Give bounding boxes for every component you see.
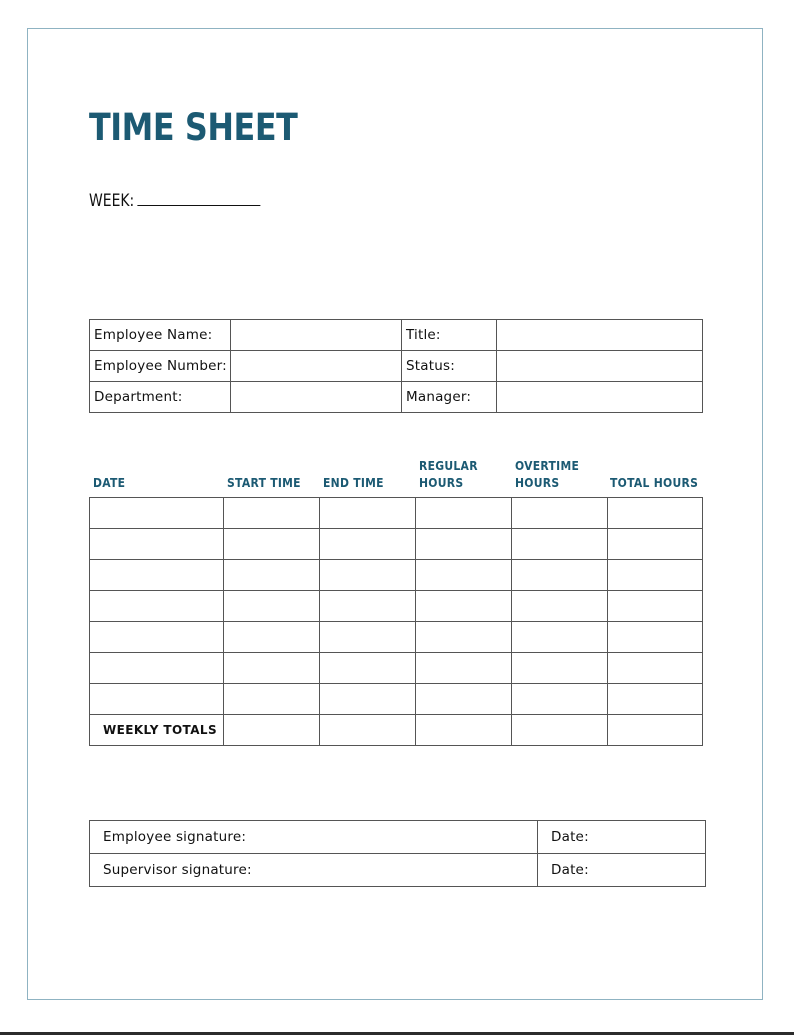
header-date: DATE [93, 476, 126, 490]
employee-name-label: Employee Name: [90, 320, 231, 351]
table-row [90, 622, 703, 653]
date-cell[interactable] [90, 498, 224, 529]
start-time-cell[interactable] [224, 653, 320, 684]
end-time-cell[interactable] [320, 529, 416, 560]
title-field[interactable] [497, 320, 703, 351]
start-time-cell[interactable] [224, 560, 320, 591]
end-time-cell[interactable] [320, 622, 416, 653]
date-cell[interactable] [90, 591, 224, 622]
table-row [90, 854, 706, 887]
total-hours-cell[interactable] [608, 560, 703, 591]
total-regular-hours-cell[interactable] [416, 715, 512, 746]
date-cell[interactable] [90, 653, 224, 684]
table-row [90, 684, 703, 715]
header-regular-hours: REGULAR HOURS [419, 459, 478, 490]
weekly-totals-label: WEEKLY TOTALS [90, 715, 224, 746]
end-time-cell[interactable] [320, 684, 416, 715]
overtime-hours-cell[interactable] [512, 591, 608, 622]
table-row [90, 821, 706, 854]
employee-date-field[interactable]: Date: [538, 821, 706, 854]
table-row [90, 560, 703, 591]
header-start-time: START TIME [227, 476, 301, 490]
regular-hours-cell[interactable] [416, 560, 512, 591]
table-row [90, 320, 703, 351]
employee-signature-field[interactable]: Employee signature: [90, 821, 538, 854]
table-row [90, 382, 703, 413]
table-row [90, 591, 703, 622]
week-label: WEEK: [89, 191, 135, 211]
total-overtime-hours-cell[interactable] [512, 715, 608, 746]
total-hours-cell[interactable] [608, 498, 703, 529]
table-row [90, 653, 703, 684]
table-row [90, 498, 703, 529]
date-cell[interactable] [90, 684, 224, 715]
total-hours-cell[interactable] [608, 653, 703, 684]
date-cell[interactable] [90, 560, 224, 591]
end-time-cell[interactable] [320, 591, 416, 622]
total-start-time-cell[interactable] [224, 715, 320, 746]
employee-number-field[interactable] [231, 351, 402, 382]
start-time-cell[interactable] [224, 529, 320, 560]
date-cell[interactable] [90, 529, 224, 560]
end-time-cell[interactable] [320, 653, 416, 684]
overtime-hours-cell[interactable] [512, 560, 608, 591]
regular-hours-cell[interactable] [416, 653, 512, 684]
weekly-totals-row [90, 715, 703, 746]
start-time-cell[interactable] [224, 591, 320, 622]
department-field[interactable] [231, 382, 402, 413]
status-label: Status: [402, 351, 497, 382]
header-total-hours: TOTAL HOURS [610, 476, 699, 490]
regular-hours-cell[interactable] [416, 684, 512, 715]
total-hours-cell[interactable] [608, 684, 703, 715]
header-end-time: END TIME [323, 476, 384, 490]
table-row [90, 351, 703, 382]
header-overtime-hours: OVERTIME HOURS [515, 459, 580, 490]
overtime-hours-cell[interactable] [512, 622, 608, 653]
overtime-hours-cell[interactable] [512, 529, 608, 560]
supervisor-date-field[interactable]: Date: [538, 854, 706, 887]
employee-info-table [89, 319, 703, 413]
employee-number-label: Employee Number: [90, 351, 231, 382]
time-entry-table [89, 497, 703, 746]
date-cell[interactable] [90, 622, 224, 653]
total-end-time-cell[interactable] [320, 715, 416, 746]
total-hours-cell[interactable] [608, 715, 703, 746]
page-title: TIME SHEET [89, 106, 298, 149]
manager-field[interactable] [497, 382, 703, 413]
status-field[interactable] [497, 351, 703, 382]
total-hours-cell[interactable] [608, 591, 703, 622]
week-field [89, 189, 261, 211]
end-time-cell[interactable] [320, 560, 416, 591]
total-hours-cell[interactable] [608, 622, 703, 653]
end-time-cell[interactable] [320, 498, 416, 529]
overtime-hours-cell[interactable] [512, 653, 608, 684]
department-label: Department: [90, 382, 231, 413]
regular-hours-cell[interactable] [416, 498, 512, 529]
employee-name-field[interactable] [231, 320, 402, 351]
title-label: Title: [402, 320, 497, 351]
regular-hours-cell[interactable] [416, 529, 512, 560]
overtime-hours-cell[interactable] [512, 684, 608, 715]
table-row [90, 529, 703, 560]
regular-hours-cell[interactable] [416, 622, 512, 653]
week-blank-line[interactable] [138, 189, 261, 206]
start-time-cell[interactable] [224, 684, 320, 715]
manager-label: Manager: [402, 382, 497, 413]
regular-hours-cell[interactable] [416, 591, 512, 622]
signature-table [89, 820, 706, 887]
total-hours-cell[interactable] [608, 529, 703, 560]
start-time-cell[interactable] [224, 498, 320, 529]
supervisor-signature-field[interactable]: Supervisor signature: [90, 854, 538, 887]
start-time-cell[interactable] [224, 622, 320, 653]
overtime-hours-cell[interactable] [512, 498, 608, 529]
